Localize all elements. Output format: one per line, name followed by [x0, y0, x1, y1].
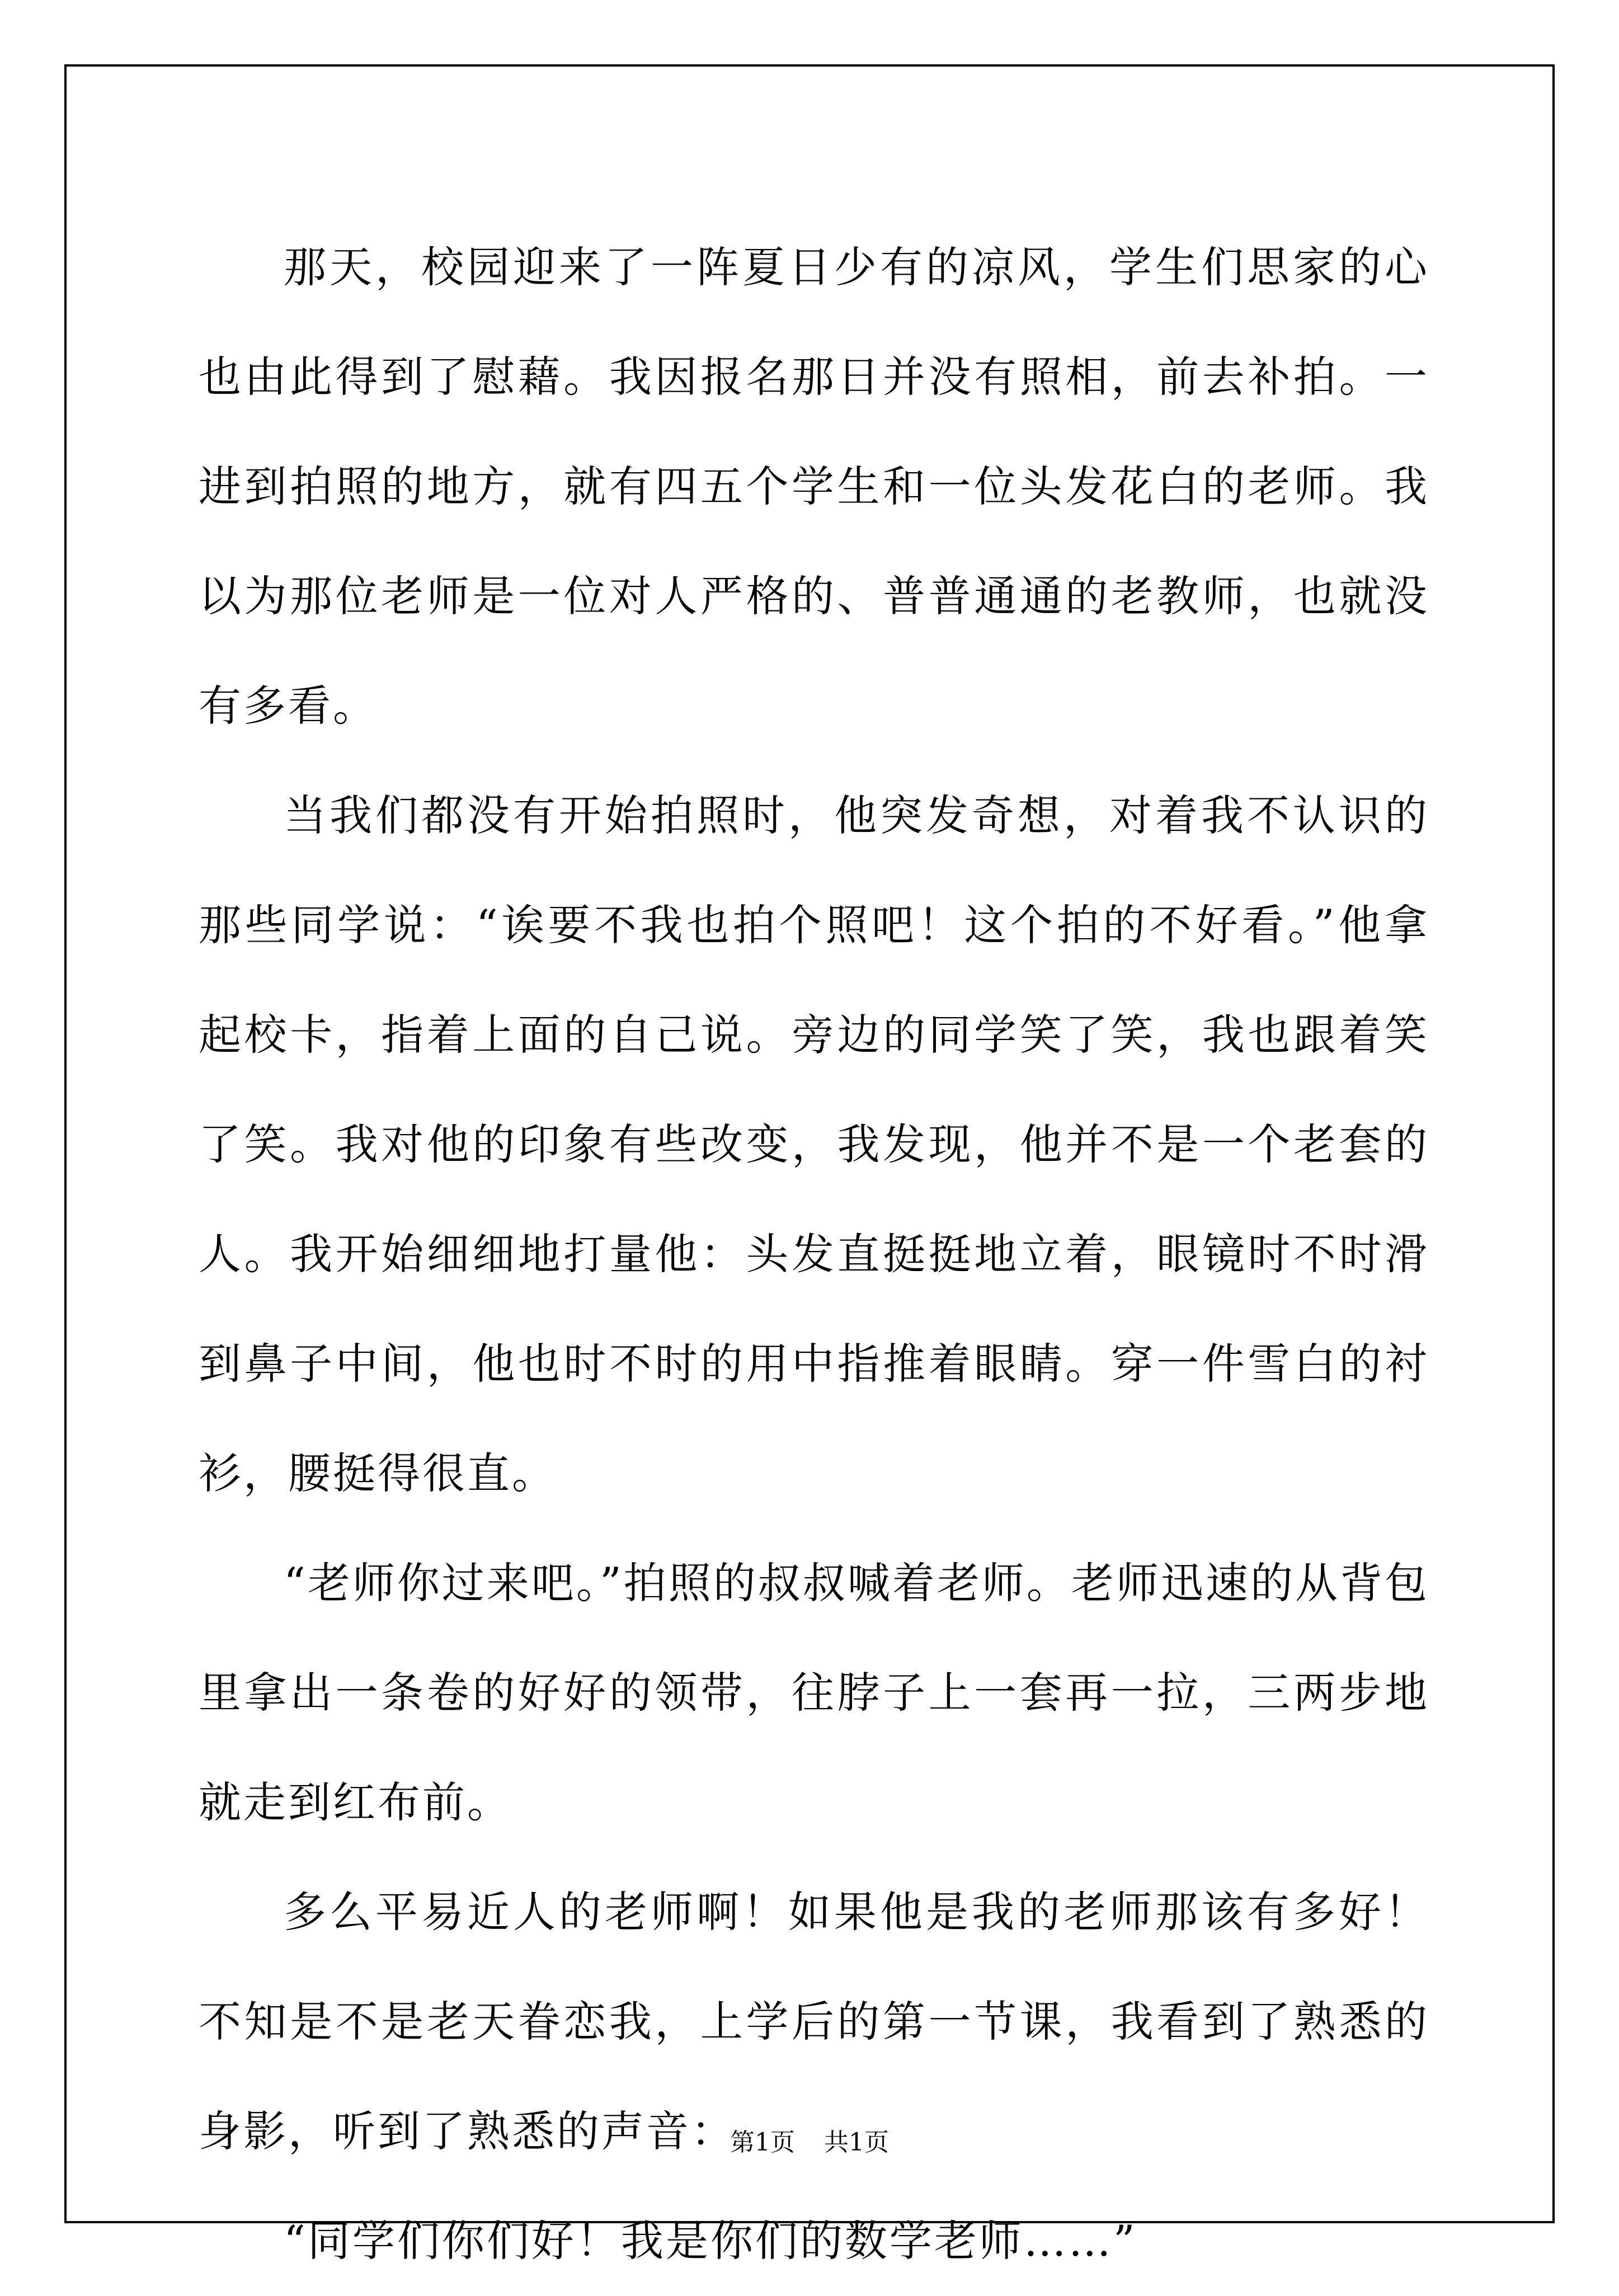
page-footer: [0, 2126, 1619, 2159]
paragraph: 当我们都没有开始拍照时，他突发奇想，对着我不认识的那些同学说：“诶要不我也拍个照吧！这个拍的不好看。”他拿起校卡，指着上面的自己说。旁边的同学笑了笑，我也跟着笑了笑。我对他的印象有些改变，我发现，他并不是一个老套的人。我开始细细地打量他：头发直挺挺地立着，眼镜时不时滑到鼻子中间，他也时不时的用中指推着眼睛。穿一件雪白的衬衫，腰挺得很直。: [199, 791, 1429, 1498]
paragraph: 多么平易近人的老师啊！如果他是我的老师那该有多好！不知是不是老天眷恋我，上学后的第一节课，我看到了熟悉的身影，听到了熟悉的声音：: [199, 1887, 1429, 2156]
paragraph: “老师你过来吧。”拍照的叔叔喊着老师。老师迅速的从背包里拿出一条卷的好好的领带，往脖子上一套再一拉，三两步地就走到红布前。: [199, 1558, 1429, 1827]
page-number-total: 共1页: [824, 2128, 889, 2157]
page-number-current: 第1页: [730, 2128, 795, 2157]
document-body: [199, 213, 1429, 2296]
paragraph: 那天，校园迎来了一阵夏日少有的凉风，学生们思家的心也由此得到了慰藉。我因报名那日并没有照相，前去补拍。一进到拍照的地方，就有四五个学生和一位头发花白的老师。我以为那位老师是一位对人严格的、普普通通的老教师，也就没有多看。: [199, 242, 1429, 731]
paragraph: “同学们你们好！我是你们的数学老师……”: [284, 2216, 1137, 2266]
